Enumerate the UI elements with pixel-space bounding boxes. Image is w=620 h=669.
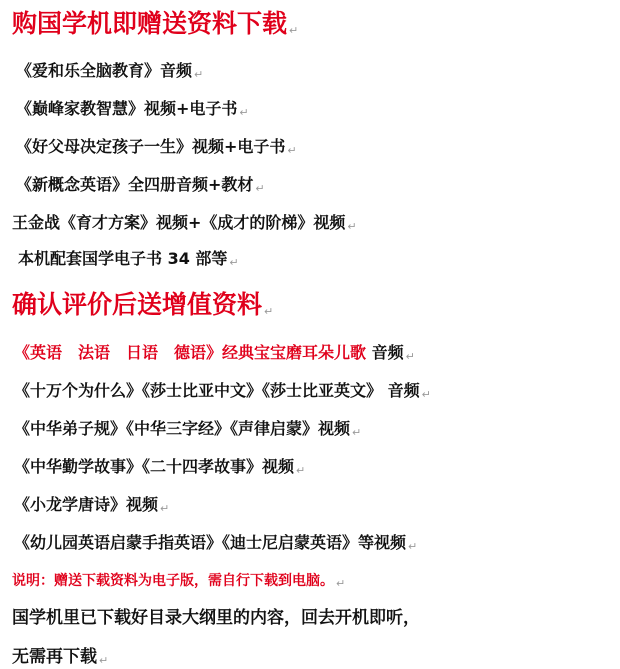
gift-item-text: 《爱和乐全脑教育》音频: [16, 61, 193, 80]
bonus-item-text: 《小龙学唐诗》视频: [14, 495, 159, 514]
bonus-item: [14, 454, 305, 477]
closing-text: 无需再下载: [12, 647, 97, 667]
bonus-item-first: [14, 340, 415, 363]
paragraph-mark-icon: ↵: [194, 68, 204, 81]
gift-item: [16, 134, 297, 157]
bonus-item-black-text: 音频: [366, 343, 404, 362]
bonus-item-red-text: 《英语 法语 日语 德语》经典宝宝磨耳朵儿歌: [14, 343, 367, 362]
paragraph-mark-icon: ↵: [421, 388, 431, 401]
paragraph-mark-icon: ↵: [352, 426, 362, 439]
paragraph-mark-icon: ↵: [347, 220, 357, 233]
bonus-item: [14, 416, 361, 439]
bonus-item: [14, 492, 169, 515]
bonus-item-text: 《中华勤学故事》《二十四孝故事》视频: [14, 457, 295, 476]
gift-item-text: 《巅峰家教智慧》视频+电子书: [16, 99, 238, 118]
paragraph-mark-icon: ↵: [336, 577, 346, 590]
heading-bonus: [12, 285, 273, 321]
gift-item: [16, 58, 203, 81]
heading-gift: [12, 4, 298, 40]
gift-item-text: 《新概念英语》全四册音频+教材: [16, 175, 254, 194]
closing-line: [12, 603, 420, 628]
paragraph-mark-icon: ↵: [160, 502, 170, 515]
gift-item-text: 《好父母决定孩子一生》视频+电子书: [16, 137, 286, 156]
paragraph-mark-icon: ↵: [264, 305, 274, 318]
paragraph-mark-icon: ↵: [99, 654, 109, 667]
paragraph-mark-icon: ↵: [408, 540, 418, 553]
bonus-item-text: 《十万个为什么》《莎士比亚中文》《莎士比亚英文》 音频: [14, 381, 420, 400]
bonus-item-text: 《幼儿园英语启蒙手指英语》《迪士尼启蒙英语》等视频: [14, 533, 407, 552]
paragraph-mark-icon: ↵: [255, 182, 265, 195]
paragraph-mark-icon: ↵: [405, 350, 415, 363]
gift-item: [16, 96, 249, 119]
closing-line: [12, 642, 108, 667]
note-text: 说明：赠送下载资料为电子版，需自行下载到电脑。: [12, 573, 334, 589]
gift-item-text: 王金战《育才方案》视频+《成才的阶梯》视频: [12, 213, 346, 232]
paragraph-mark-icon: ↵: [229, 256, 239, 269]
bonus-item: [14, 378, 431, 401]
paragraph-mark-icon: ↵: [296, 464, 306, 477]
gift-item: [16, 172, 265, 195]
note-line: [12, 570, 345, 590]
paragraph-mark-icon: ↵: [287, 144, 297, 157]
paragraph-mark-icon: ↵: [289, 24, 299, 37]
gift-item: [18, 246, 239, 269]
gift-item: [12, 210, 357, 233]
bonus-item: [14, 530, 417, 553]
heading-gift-text: 购国学机即赠送资料下载: [12, 9, 288, 38]
heading-bonus-text: 确认评价后送增值资料: [12, 290, 263, 319]
closing-text: 国学机里已下载好目录大纲里的内容，回去开机即听，: [12, 608, 420, 628]
gift-item-text: 本机配套国学电子书 34 部等: [18, 249, 228, 268]
bonus-item-text: 《中华弟子规》《中华三字经》《声律启蒙》视频: [14, 419, 351, 438]
paragraph-mark-icon: ↵: [239, 106, 249, 119]
